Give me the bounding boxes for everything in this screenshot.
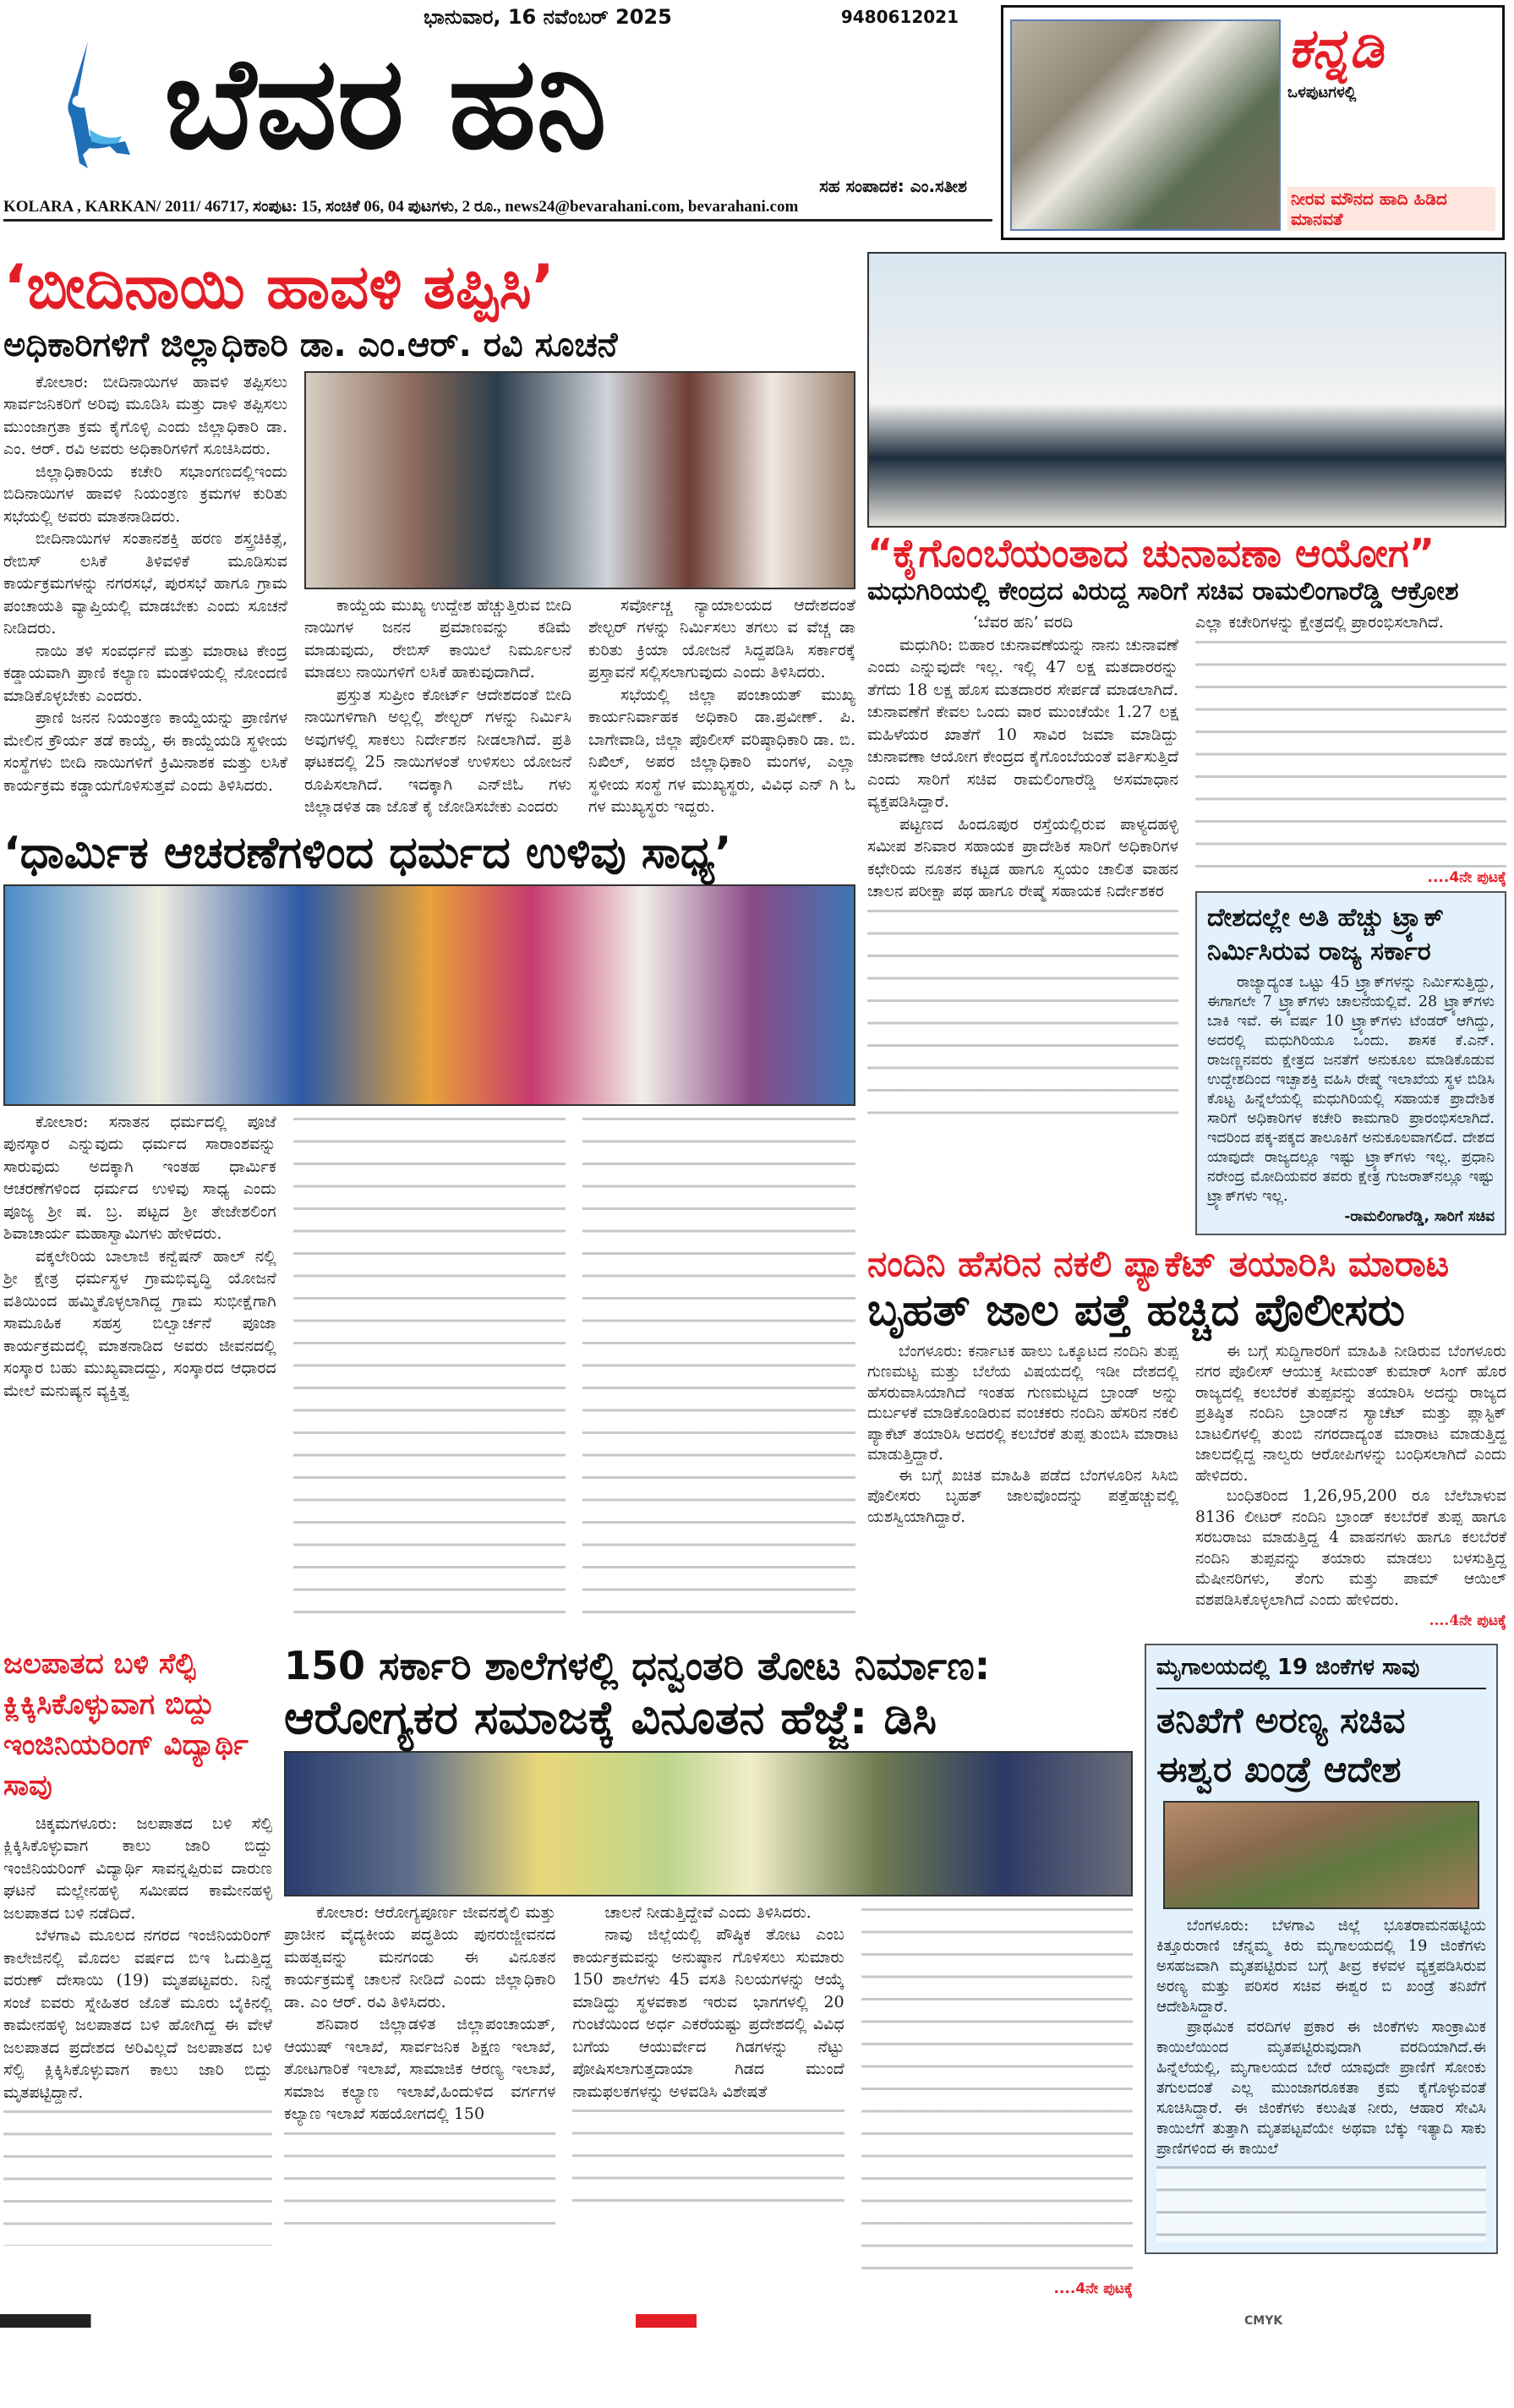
- photo-dc-meeting: [304, 371, 855, 589]
- headline-garden-line2: ಆರೋಗ್ಯಕರ ಸಮಾಜಕ್ಕೆ ವಿನೂತನ ಹೆಜ್ಜೆ: ಡಿಸಿ: [284, 1690, 937, 1744]
- article-waterfall-body: ಚಿಕ್ಕಮಗಳೂರು: ಜಲಪಾತದ ಬಳಿ ಸೆಲ್ಫಿ ಕ್ಲಿಕ್ಕಿಸಿಕೊಳ್ಳುವಾಗ ಕಾಲು ಜಾರಿ ಬಿದ್ದು ಇಂಜಿನಿಯರಿಂಗ್ ವಿದ್ಯಾರ್ಥಿ ಸಾವನ್ನಪ್ಪಿರುವ ದಾರುಣ ಘಟನೆ ಮಲ್ಲೇನಹಳ್ಳಿ ಸಮೀಪದ ಕಾಮೇನಹಳ್ಳಿ ಜಲಪಾತದ ಬಳಿ ನಡೆದಿದೆ. ಬೆಳಗಾವಿ ಮೂಲದ ನಗರದ ಇಂಜಿನಿಯರಿಂಗ್ ಕಾಲೇಜಿನಲ್ಲಿ ಮೊದಲ ವರ್ಷದ ಬಿಇ ಓದುತ್ತಿದ್ದ ವರುಣ್ ದೇಸಾಯಿ (19) ಮೃತಪಟ್ಟವರು. ನಿನ್ನೆ ಸಂಜೆ ಐವರು ಸ್ನೇಹಿತರ ಜೊತೆ ಮೂರು ಬೈಕಿನಲ್ಲಿ ಕಾಮೇನಹಳ್ಳಿ ಜಲಪಾತದ ಬಳಿ ಹೋಗಿದ್ದ ಈ ವೇಳೆ ಜಲಪಾತದ ಪ್ರದೇಶದ ಅರಿವಿಲ್ಲದೆ ಜಲಪಾತದ ಬಳಿ ಸೆಲ್ಫಿ ಕ್ಲಿಕ್ಕಿಸಿಕೊಳ್ಳುವಾಗ ಕಾಲು ಜಾರಿ ಬಿದ್ದು ಮೃತಪಟ್ಟಿದ್ದಾನೆ.: [3, 1813, 272, 2247]
- newspaper-title: ಬೆವರ ಹನಿ: [164, 30, 607, 178]
- main-band: [0, 245, 1514, 1632]
- subheadline-election: ಮಧುಗಿರಿಯಲ್ಲಿ ಕೇಂದ್ರದ ವಿರುದ್ದ ಸಾರಿಗೆ ಸಚಿವ ರಾಮಲಿಂಗಾರೆಡ್ಡಿ ಆಕ್ರೋಶ: [867, 576, 1459, 606]
- promo-caption: ನೀರವ ಮೌನದ ಹಾದಿ ಹಿಡಿದ ಮಾನವತೆ: [1287, 187, 1495, 231]
- text-lines: [1195, 641, 1506, 869]
- blackbuck-antelope-icon: [37, 36, 130, 172]
- publication-info: KOLARA , KARKAN/ 2011/ 46717, ಸಂಪುಟ: 15, ಸಂಚಿಕೆ 06, 04 ಪುಟಗಳು, 2 ರೂ., news24@bevarahani.com, bevarahani.com: [3, 198, 799, 216]
- photo-pooja-event: [3, 884, 855, 1106]
- box-deer: [1145, 1644, 1498, 2254]
- phone-number: 9480612021: [840, 7, 959, 27]
- subheadline-stray-dogs: ಅಧಿಕಾರಿಗಳಿಗೆ ಜಿಲ್ಲಾಧಿಕಾರಿ ಡಾ. ಎಂ.ಆರ್. ರವಿ ಸೂಚನೆ: [3, 325, 618, 364]
- photo-garden-launch: [284, 1751, 1133, 1896]
- article-waterfall: [3, 1644, 272, 2247]
- byline: ‘ಬೆವರ ಹನಿ’ ವರದಿ: [972, 613, 1074, 632]
- box-deer-headline: ತನಿಖೆಗೆ ಅರಣ್ಯ ಸಚಿವ ಈಶ್ವರ ಖಂಡ್ರೆ ಆದೇಶ: [1156, 1699, 1406, 1790]
- box-tracks-headline: ದೇಶದಲ್ಲೇ ಅತಿ ಹೆಚ್ಚು ಟ್ರ್ಯಾಕ್ ನಿರ್ಮಿಸಿರುವ ರಾಜ್ಯ ಸರ್ಕಾರ: [1207, 902, 1444, 967]
- continued-link[interactable]: ....4ನೇ ಪುಟಕ್ಕೆ: [1427, 868, 1506, 886]
- masthead-divider: [3, 219, 992, 222]
- article-garden: [284, 1644, 1133, 2297]
- article-stray-dogs-col1: ಕೋಲಾರ: ಬೀದಿನಾಯಿಗಳ ಹಾವಳಿ ತಪ್ಪಿಸಲು ಸಾರ್ವಜನಿಕರಿಗೆ ಅರಿವು ಮೂಡಿಸಿ ಮತ್ತು ದಾಳಿ ತಪ್ಪಿಸಲು ಮುಂಜಾಗ್ರತಾ ಕ್ರಮ ಕೈಗೊಳ್ಳಿ ಎಂದು ಜಿಲ್ಲಾಧಿಕಾರಿ ಡಾ. ಎಂ. ಆರ್. ರವಿ ಅವರು ಅಧಿಕಾರಿಗಳಿಗೆ ಸೂಚಿಸಿದರು. ಜಿಲ್ಲಾಧಿಕಾರಿಯ ಕಚೇರಿ ಸಭಾಂಗಣದಲ್ಲಿಇಂದು ಬಿದಿನಾಯಿಗಳ ಹಾವಳಿ ನಿಯಂತ್ರಣ ಕ್ರಮಗಳ ಕುರಿತು ಸಭೆಯಲ್ಲಿ ಅವರು ಮಾತನಾಡಿದರು. ಬೀದಿನಾಯಿಗಳ ಸಂತಾನಶಕ್ತಿ ಹರಣ ಶಸ್ತ್ರಚಿಕಿತ್ಸೆ, ರೇಬಿಸ್ ಲಸಿಕೆ ತಿಳಿವಳಿಕೆ ಮೂಡಿಸುವ ಕಾರ್ಯಕ್ರಮಗಳನ್ನು ನಗರಸಭೆ, ಪುರಸಭೆ ಹಾಗೂ ಗ್ರಾಮ ಪಂಚಾಯತಿ ವ್ಯಾಪ್ತಿಯಲ್ಲಿ ಮಾಡಬೇಕು ಎಂದು ಸೂಚನೆ ನೀಡಿದರು. ನಾಯಿ ತಳಿ ಸಂವರ್ಧನೆ ಮತ್ತು ಮಾರಾಟ ಕೇಂದ್ರ ಕಡ್ಡಾಯವಾಗಿ ಪ್ರಾಣಿ ಕಲ್ಯಾಣ ಮಂಡಳಿಯಲ್ಲಿ ನೋಂದಣಿ ಮಾಡಿಕೊಳ್ಳಬೇಕು ಎಂದರು. ಪ್ರಾಣಿ ಜನನ ನಿಯಂತ್ರಣ ಕಾಯ್ದೆಯನ್ನು ಪ್ರಾಣಿಗಳ ಮೇಲಿನ ಕ್ರೌರ್ಯ ತಡೆ ಕಾಯ್ದೆ, ಈ ಕಾಯ್ದೆಯಡಿ ಸ್ಥಳೀಯ ಸಂಸ್ಥೆಗಳು ಬೀದಿ ನಾಯಿಗಳಿಗೆ ಕ್ರಿಮಿನಾಶಕ ಮತ್ತು ಲಸಿಕೆ ಕಾರ್ಯಕ್ರಮ ಕಡ್ಡಾಯಗೊಳಿಸುತ್ತವೆ ಎಂದು ತಿಳಿಸಿದರು.: [3, 372, 287, 795]
- promo-logo: ಕನ್ನಡಿ: [1287, 18, 1384, 80]
- footer-strip: [0, 2314, 1514, 2328]
- photo-dead-deer: [1163, 1801, 1479, 1909]
- headline-garden-line1: 150 ಸರ್ಕಾರಿ ಶಾಲೆಗಳಲ್ಲಿ ಧನ್ವಂತರಿ ತೋಟ ನಿರ್ಮಾಣ:: [284, 1642, 991, 1688]
- box-tracks: [1195, 891, 1506, 1235]
- text-lines: [3, 2110, 272, 2246]
- headline-stray-dogs: ‘ಬೀದಿನಾಯಿ ಹಾವಳಿ ತಪ್ಪಿಸಿ’: [3, 251, 555, 322]
- photo-minister-event: [867, 252, 1506, 528]
- text-lines: [867, 910, 1178, 1130]
- box-tracks-body: ರಾಜ್ಯಾದ್ಯಂತ ಒಟ್ಟು 45 ಟ್ರ್ಯಾಕ್‌ಗಳನ್ನು ನಿರ್ಮಿಸುತ್ತಿದ್ದು, ಈಗಾಗಲೇ 7 ಟ್ರ್ಯಾಕ್‌ಗಳು ಚಾಲನೆಯಲ್ಲಿವೆ. 28 ಟ್ರ್ಯಾಕ್‌ಗಳು ಬಾಕಿ ಇವೆ. ಈ ವರ್ಷ 10 ಟ್ರ್ಯಾಕ್‌ಗಳು ಟೆಂಡರ್ ಆಗಿದ್ದು, ಅದರಲ್ಲಿ ಮಧುಗಿರಿಯೂ ಒಂದು. ಶಾಸಕ ಕೆ.ಎನ್. ರಾಜಣ್ಣನವರು ಕ್ಷೇತ್ರದ ಜನತೆಗೆ ಅನುಕೂಲ ಮಾಡಿಕೊಡುವ ಉದ್ದೇಶದಿಂದ ಇಚ್ಛಾಶಕ್ತಿ ವಹಿಸಿ ರೇಷ್ಮೆ ಇಲಾಖೆಯ ಸ್ಥಳ ಬಿಡಿಸಿ ಕೊಟ್ಟ ಹಿನ್ನೆಲೆಯಲ್ಲಿ ಮಧುಗಿರಿಯಲ್ಲಿ ಸಹಾಯಕ ಪ್ರಾದೇಶಿಕ ಸಾರಿಗೆ ಅಧಿಕಾರಿಗಳ ಕಚೇರಿ ಕಾಮಗಾರಿ ಪ್ರಾರಂಭಿಸಲಾಗಿದೆ. ಇದರಿಂದ ಪಕ್ಕ-ಪಕ್ಕದ ತಾಲೂಕಿಗೆ ಅನುಕೂಲವಾಗಲಿದೆ. ದೇಶದ ಯಾವುದೇ ರಾಜ್ಯದಲ್ಲೂ ಇಷ್ಟು ಟ್ರ್ಯಾಕ್‌ಗಳು ಇಲ್ಲ. ಪ್ರಧಾನಿ ನರೇಂದ್ರ ಮೋದಿಯವರ ತವರು ಕ್ಷೇತ್ರ ಗುಜರಾತ್‌ನಲ್ಲೂ ಇಷ್ಟು ಟ್ರ್ಯಾಕ್‌ಗಳು ಇಲ್ಲ.: [1207, 973, 1495, 1205]
- article-stray-dogs-cols: ಕಾಯ್ದೆಯ ಮುಖ್ಯ ಉದ್ದೇಶ ಹೆಚ್ಚುತ್ತಿರುವ ಬೀದಿ ನಾಯಿಗಳ ಜನನ ಪ್ರಮಾಣವನ್ನು ಕಡಿಮೆ ಮಾಡುವುದು, ರೇಬಿಸ್ ಕಾಯಿಲೆ ನಿರ್ಮೂಲನೆ ಮಾಡಲು ನಾಯಿಗಳಿಗೆ ಲಸಿಕೆ ಹಾಕುವುದಾಗಿದೆ. ಪ್ರಸ್ತುತ ಸುಪ್ರೀಂ ಕೋರ್ಟ್ ಆದೇಶದಂತೆ ಬೀದಿ ನಾಯಿಗಳಿಗಾಗಿ ಅಲ್ಲಲ್ಲಿ ಶೇಲ್ಟರ್ ಗಳನ್ನು ನಿರ್ಮಿಸಿ ಅವುಗಳಲ್ಲಿ ಸಾಕಲು ನಿರ್ದೇಶನ ನೀಡಲಾಗಿದೆ. ಪ್ರತಿ ಘಟಕದಲ್ಲಿ 25 ನಾಯಿಗಳಂತೆ ಉಳಿಸಲು ಯೋಜನೆ ರೂಪಿಸಲಾಗಿದೆ. ಇದಕ್ಕಾಗಿ ಎನ್‌ಜಿಓ ಗಳು ಜಿಲ್ಲಾಡಳಿತ ಡಾ ಜೊತೆ ಕೈ ಜೋಡಿಸಬೇಕು ಎಂದರು ಸರ್ವೋಚ್ಚ ನ್ಯಾಯಾಲಯದ ಆದೇಶದಂತೆ ಶೇಲ್ಟರ್ ಗಳನ್ನು ನಿರ್ಮಿಸಲು ತಗಲು ವ ವೆಚ್ಚ ಡಾ ಕುರಿತು ಕ್ರಿಯಾ ಯೋಜನೆ ಸಿದ್ದಪಡಿಸಿ ಸರ್ಕಾರಕ್ಕೆ ಪ್ರಸ್ತಾವನೆ ಸಲ್ಲಿಸಲಾಗುವುದು ಎಂದು ತಿಳಿಸಿದರು. ಸಭೆಯಲ್ಲಿ ಜಿಲ್ಲಾ ಪಂಚಾಯತ್ ಮುಖ್ಯ ಕಾರ್ಯನಿರ್ವಾಹಕ ಅಧಿಕಾರಿ ಡಾ.ಪ್ರವೀಣ್. ಪಿ. ಬಾಗೇವಾಡಿ, ಜಿಲ್ಲಾ ಪೊಲೀಸ್ ವರಿಷ್ಠಾಧಿಕಾರಿ ಡಾ. ಬಿ. ನಿಖಿಲ್, ಅಪರ ಜಿಲ್ಲಾಧಿಕಾರಿ ಮಂಗಳ, ಎಲ್ಲಾ ಸ್ಥಳೀಯ ಸಂಸ್ಥೆ ಗಳ ಮುಖ್ಯಸ್ಥರು, ವಿವಿಧ ಎನ್ ಗಿ ಓ ಗಳ ಮುಖ್ಯಸ್ಥರು ಇದ್ದರು.: [304, 595, 855, 817]
- promo-box[interactable]: [1001, 5, 1505, 240]
- article-nandini-body: ಬೆಂಗಳೂರು: ಕರ್ನಾಟಕ ಹಾಲು ಒಕ್ಕೂಟದ ನಂದಿನಿ ತುಪ್ಪ ಗುಣಮಟ್ಟ ಮತ್ತು ಬೆಲೆಯ ವಿಷಯದಲ್ಲಿ ಇಡೀ ದೇಶದಲ್ಲಿ ಹೆಸರುವಾಸಿಯಾಗಿದೆ ಇಂತಹ ಗುಣಮಟ್ಟದ ಬ್ರಾಂಡ್ ಅನ್ನು ದುರ್ಬಳಕೆ ಮಾಡಿಕೊಂಡಿರುವ ವಂಚಕರು ನಂದಿನಿ ಹೆಸರಿನ ನಕಲಿ ಪ್ಯಾಕೆಟ್ ತಯಾರಿಸಿ ಅದರಲ್ಲಿ ಕಲಬೆರಕೆ ತುಪ್ಪ ತುಂಬಿಸಿ ಮಾರಾಟ ಮಾಡುತ್ತಿದ್ದಾರೆ. ಈ ಬಗ್ಗೆ ಖಚಿತ ಮಾಹಿತಿ ಪಡೆದ ಬೆಂಗಳೂರಿನ ಸಿಸಿಬಿ ಪೊಲೀಸರು ಬೃಹತ್ ಜಾಲವೊಂದನ್ನು ಪತ್ತೆಹಚ್ಚುವಲ್ಲಿ ಯಶಸ್ವಿಯಾಗಿದ್ದಾರೆ. ಈ ಬಗ್ಗೆ ಸುದ್ದಿಗಾರರಿಗೆ ಮಾಹಿತಿ ನೀಡಿರುವ ಬೆಂಗಳೂರು ನಗರ ಪೊಲೀಸ್ ಆಯುಕ್ತ ಸೀಮಂತ್ ಕುಮಾರ್ ಸಿಂಗ್ ಹೊರ ರಾಜ್ಯದಲ್ಲಿ ಕಲಬೆರಕೆ ತುಪ್ಪವನ್ನು ತಯಾರಿಸಿ ಅದನ್ನು ರಾಜ್ಯದ ಪ್ರತಿಷ್ಠಿತ ನಂದಿನಿ ಬ್ರಾಂಡ್‌ನ ಸ್ಯಾಚೆಟ್ ಮತ್ತು ಪ್ಲಾಸ್ಟಿಕ್ ಬಾಟಲಿಗಳಲ್ಲಿ ತುಂಬಿ ನಗರದಾದ್ಯಂತ ಮಾರಾಟ ಮಾಡುತ್ತಿದ್ದ ಜಾಲದಲ್ಲಿದ್ದ ನಾಲ್ವರು ಆರೋಪಿಗಳನ್ನು ಬಂಧಿಸಲಾಗಿದೆ ಎಂದು ಹೇಳಿದರು. ಬಂಧಿತರಿಂದ 1,26,95,200 ರೂ ಬೆಲೆಬಾಳುವ 8136 ಲೀಟರ್ ನಂದಿನಿ ಬ್ರಾಂಡ್ ಕಲಬೆರಕೆ ತುಪ್ಪ ಹಾಗೂ ಸರಬರಾಜು ಮಾಡುತ್ತಿದ್ದ 4 ವಾಹನಗಳು ಹಾಗೂ ಕಲಬೆರಕೆ ನಂದಿನಿ ತುಪ್ಪವನ್ನು ತಯಾರು ಮಾಡಲು ಬಳಸುತ್ತಿದ್ದ ಮೆಷೀನರಿಗಳು, ತೆಂಗು ಮತ್ತು ಪಾಮ್ ಆಯಿಲ್ ವಶಪಡಿಸಿಕೊಳ್ಳಲಾಗಿದೆ ಎಂದು ಹೇಳಿದರು. ....4ನೇ ಪುಟಕ್ಕೆ: [867, 1342, 1506, 1630]
- right-column: [867, 252, 1506, 1632]
- article-election-col2: ಎಲ್ಲಾ ಕಚೇರಿಗಳನ್ನು ಕ್ಷೇತ್ರದಲ್ಲಿ ಪ್ರಾರಂಭಿಸಲಾಗಿದೆ. ....4ನೇ ಪುಟಕ್ಕೆ ದೇಶದಲ್ಲೇ ಅತಿ ಹೆಚ್ಚು ಟ್ರ್ಯಾಕ್ ನಿರ್ಮಿಸಿರುವ ರಾಜ್ಯ ಸರ್ಕಾರ ರಾಜ್ಯಾದ್ಯಂತ ಒಟ್ಟು 45 ಟ್ರ್ಯಾಕ್‌ಗಳನ್ನು ನಿರ್ಮಿಸುತ್ತಿದ್ದು, ಈಗಾಗಲೇ 7 ಟ್ರ್ಯಾಕ್‌ಗಳು ಚಾಲನೆಯಲ್ಲಿವೆ. 28 ಟ್ರ್ಯಾಕ್‌ಗಳು ಬಾಕಿ ಇವೆ. ಈ ವರ್ಷ 10 ಟ್ರ್ಯಾಕ್‌ಗಳು ಟೆಂಡರ್ ಆಗಿದ್ದು, ಅದರಲ್ಲಿ ಮಧುಗಿರಿಯೂ ಒಂದು. ಶಾಸಕ ಕೆ.ಎನ್. ರಾಜಣ್ಣನವರು ಕ್ಷೇತ್ರದ ಜನತೆಗೆ ಅನುಕೂಲ ಮಾಡಿಕೊಡುವ ಉದ್ದೇಶದಿಂದ ಇಚ್ಛಾಶಕ್ತಿ ವಹಿಸಿ ರೇಷ್ಮೆ ಇಲಾಖೆಯ ಸ್ಥಳ ಬಿಡಿಸಿ ಕೊಟ್ಟ ಹಿನ್ನೆಲೆಯಲ್ಲಿ ಮಧುಗಿರಿಯಲ್ಲಿ ಸಹಾಯಕ ಪ್ರಾದೇಶಿಕ ಸಾರಿಗೆ ಅಧಿಕಾರಿಗಳ ಕಚೇರಿ ಕಾಮಗಾರಿ ಪ್ರಾರಂಭಿಸಲಾಗಿದೆ. ಇದರಿಂದ ಪಕ್ಕ-ಪಕ್ಕದ ತಾಲೂಕಿಗೆ ಅನುಕೂಲವಾಗಲಿದೆ. ದೇಶದ ಯಾವುದೇ ರಾಜ್ಯದಲ್ಲೂ ಇಷ್ಟು ಟ್ರ್ಯಾಕ್‌ಗಳು ಇಲ್ಲ. ಪ್ರಧಾನಿ ನರೇಂದ್ರ ಮೋದಿಯವರ ತವರು ಕ್ಷೇತ್ರ ಗುಜರಾತ್‌ನಲ್ಲೂ ಇಷ್ಟು ಟ್ರ್ಯಾಕ್‌ಗಳು ಇಲ್ಲ. -ರಾಮಲಿಂಗಾರೆಡ್ಡಿ, ಸಾರಿಗೆ ಸಚಿವ: [1195, 611, 1506, 1235]
- headline-election: “ಕೈಗೊಂಬೆಯಂತಾದ ಚುನಾವಣಾ ಆಯೋಗ”: [867, 530, 1435, 576]
- text-lines: [582, 1118, 855, 1625]
- left-column: [3, 252, 855, 1625]
- promo-photo: [1010, 19, 1281, 231]
- co-editor: ಸಹ ಸಂಪಾದಕ: ಎಂ.ಸತೀಶ: [819, 176, 967, 196]
- text-lines: [293, 1118, 566, 1625]
- continued-link[interactable]: ....4ನೇ ಪುಟಕ್ಕೆ: [1053, 2279, 1133, 2297]
- cmyk-marks: CMYK: [1241, 2314, 1286, 2328]
- bottom-band: [0, 1637, 1514, 2314]
- box-deer-kicker: ಮೃಗಾಲಯದಲ್ಲಿ 19 ಜಿಂಕೆಗಳ ಸಾವು: [1156, 1656, 1486, 1689]
- text-lines: [861, 1908, 1133, 2280]
- article-religion-body: ಕೋಲಾರ: ಸನಾತನ ಧರ್ಮದಲ್ಲಿ ಪೂಜೆ ಪುನಸ್ಕಾರ ಎನ್ನುವುದು ಧರ್ಮದ ಸಾರಾಂಶವನ್ನು ಸಾರುವುದು ಅದಕ್ಕಾಗಿ ಇಂತಹ ಧಾರ್ಮಿಕ ಆಚರಣೆಗಳಿಂದ ಧರ್ಮದ ಉಳಿವು ಸಾಧ್ಯ ಎಂದು ಪೂಜ್ಯ ಶ್ರೀ ಷ. ಬ್ರ. ಪಟ್ಟದ ಶ್ರೀ ತೇಜೇಶಲಿಂಗ ಶಿವಾಚಾರ್ಯ ಮಹಾಸ್ವಾಮಿಗಳು ಹೇಳಿದರು. ವಕ್ಕಲೇರಿಯ ಬಾಲಾಜಿ ಕನ್ವೆಷನ್ ಹಾಲ್ ನಲ್ಲಿ ಶ್ರೀ ಕ್ಷೇತ್ರ ಧರ್ಮಸ್ಥಳ ಗ್ರಾಮಭಿವೃದ್ಧಿ ಯೋಜನೆ ವತಿಯಿಂದ ಹಮ್ಮಿಕೊಳ್ಳಲಾಗಿದ್ದ ಗ್ರಾಮ ಸುಭೀಕ್ಷೆಗಾಗಿ ಸಾಮೂಹಿಕ ಸಹಸ್ರ ಬಿಲ್ವಾರ್ಚನೆ ಪೂಜಾ ಕಾರ್ಯಕ್ರಮದಲ್ಲಿ ಮಾತನಾಡಿದ ಅವರು ಜೀವನದಲ್ಲಿ ಸಂಸ್ಕಾರ ಬಹು ಮುಖ್ಯವಾದದ್ದು, ಸಂಸ್ಕಾರದ ಆಧಾರದ ಮೇಲೆ ಮನುಷ್ಯನ ವ್ಯಕ್ತಿತ್ವ: [3, 1111, 855, 1625]
- article-election-col1: ‘ಬೆವರ ಹನಿ’ ವರದಿ ಮಧುಗಿರಿ: ಬಿಹಾರ ಚುನಾವಣೆಯನ್ನು ನಾನು ಚುನಾವಣೆ ಎಂದು ಎನ್ನುವುದೇ ಇಲ್ಲ. ಇಲ್ಲಿ 47 ಲಕ್ಷ ಮತದಾರರನ್ನು ತೆಗೆದು 18 ಲಕ್ಷ ಹೊಸ ಮತದಾರರ ಸೇರ್ಪಡೆ ಮಾಡಲಾಗಿದೆ. ಚುನಾವಣೆಗೆ ಕೇವಲ ಒಂದು ವಾರ ಮುಂಚೆಯೇ 1.27 ಲಕ್ಷ ಮಹಿಳೆಯರ ಖಾತೆಗೆ 10 ಸಾವಿರ ಜಮಾ ಮಾಡಿದ್ದು ಚುನಾವಣಾ ಆಯೋಗ ಕೇಂದ್ರದ ಕೈಗೊಂಬೆಯಂತೆ ವರ್ತಿಸುತ್ತಿದೆ ಎಂದು ಸಾರಿಗೆ ಸಚಿವ ರಾಮಲಿಂಗಾರೆಡ್ಡಿ ಅಸಮಾಧಾನ ವ್ಯಕ್ತಪಡಿಸಿದ್ದಾರೆ. ಪಟ್ಟಣದ ಹಿಂದೂಪುರ ರಸ್ತೆಯಲ್ಲಿರುವ ಪಾಳ್ಯದಹಳ್ಳಿ ಸಮೀಪ ಶನಿವಾರ ಸಹಾಯಕ ಪ್ರಾದೇಶಿಕ ಸಾರಿಗೆ ಅಧಿಕಾರಿಗಳ ಕಛೇರಿಯ ನೂತನ ಕಟ್ಟಡ ಹಾಗೂ ಸ್ವಯಂ ಚಾಲಿತ ವಾಹನ ಚಾಲನ ಪರೀಕ್ಷಾ ಪಥ ಹಾಗೂ ರೇಷ್ಮೆ ಸಹಾಯಕ ನಿರ್ದೇಶಕರ: [867, 611, 1178, 1130]
- text-lines: [284, 2132, 555, 2242]
- issue-date: ಭಾನುವಾರ, 16 ನವೆಂಬರ್ 2025: [423, 5, 672, 29]
- box-deer-body: ಬೆಂಗಳೂರು: ಬೆಳಗಾವಿ ಜಿಲ್ಲೆ ಭೂತರಾಮನಹಟ್ಟಿಯ ಕಿತ್ತೂರುರಾಣಿ ಚೆನ್ನಮ್ಮ ಕಿರು ಮೃಗಾಲಯದಲ್ಲಿ 19 ಜಿಂಕೆಗಳು ಅಸಹಜವಾಗಿ ಮೃತಪಟ್ಟಿರುವ ಬಗ್ಗೆ ತೀವ್ರ ಕಳವಳ ವ್ಯಕ್ತಪಡಿಸಿರುವ ಅರಣ್ಯ ಮತ್ತು ಪರಿಸರ ಸಚಿವ ಈಶ್ವರ ಬಿ ಖಂಡ್ರೆ ತನಿಖೆಗೆ ಆದೇಶಿಸಿದ್ದಾರೆ. ಪ್ರಾಥಮಿಕ ವರದಿಗಳ ಪ್ರಕಾರ ಈ ಜಿಂಕೆಗಳು ಸಾಂಕ್ರಾಮಿಕ ಕಾಯಿಲೆಯಿಂದ ಮೃತಪಟ್ಟಿರುವುದಾಗಿ ವರದಿಯಾಗಿದೆ.ಈ ಹಿನ್ನೆಲೆಯಲ್ಲಿ, ಮೃಗಾಲಯದ ಬೇರೆ ಯಾವುದೇ ಪ್ರಾಣಿಗೆ ಸೋಂಕು ತಗುಲದಂತೆ ಎಲ್ಲ ಮುಂಜಾಗರೂಕತಾ ಕ್ರಮ ಕೈಗೊಳ್ಳುವಂತೆ ಸೂಚಿಸಿದ್ದಾರೆ. ಈ ಜಿಂಕೆಗಳು ಕಲುಷಿತ ನೀರು, ಆಹಾರ ಸೇವಿಸಿ ಕಾಯಿಲೆಗೆ ತುತ್ತಾಗಿ ಮೃತಪಟ್ಟವೆಯೇ ಅಥವಾ ಬೆಕ್ಕು ಇತ್ಯಾದಿ ಸಾಕು ಪ್ರಾಣಿಗಳಿಂದ ಈ ಕಾಯಿಲೆ: [1156, 1916, 1486, 2242]
- continued-link[interactable]: ....4ನೇ ಪುಟಕ್ಕೆ: [1429, 1612, 1506, 1630]
- headline-waterfall: ಜಲಪಾತದ ಬಳಿ ಸೆಲ್ಫಿ ಕ್ಲಿಕ್ಕಿಸಿಕೊಳ್ಳುವಾಗ ಬಿದ್ದು ಇಂಜಿನಿಯರಿಂಗ್ ವಿದ್ಯಾರ್ಥಿ ಸಾವು: [3, 1646, 249, 1803]
- article-garden-body: ಕೋಲಾರ: ಆರೋಗ್ಯಪೂರ್ಣ ಜೀವನಶೈಲಿ ಮತ್ತು ಪ್ರಾಚೀನ ವೈದ್ಯಕೀಯ ಪದ್ಧತಿಯ ಪುನರುಜ್ಜೀವನದ ಮಹತ್ವವನ್ನು ಮನಗಂಡು ಈ ವಿನೂತನ ಕಾರ್ಯಕ್ರಮಕ್ಕೆ ಚಾಲನೆ ನೀಡಿದೆ ಎಂದು ಜಿಲ್ಲಾಧಿಕಾರಿ ಡಾ. ಎಂ ಆರ್. ರವಿ ತಿಳಿಸಿದರು. ಶನಿವಾರ ಜಿಲ್ಲಾಡಳಿತ ಜಿಲ್ಲಾಪಂಚಾಯತ್, ಆಯುಷ್ ಇಲಾಖೆ, ಸಾರ್ವಜನಿಕ ಶಿಕ್ಷಣ ಇಲಾಖೆ, ತೋಟಗಾರಿಕೆ ಇಲಾಖೆ, ಸಾಮಾಜಿಕ ಆರಣ್ಯ ಇಲಾಖೆ, ಸಮಾಜ ಕಲ್ಯಾಣ ಇಲಾಖೆ,ಹಿಂದುಳಿದ ವರ್ಗಗಳ ಕಲ್ಯಾಣ ಇಲಾಖೆ ಸಹಯೋಗದಲ್ಲಿ 150 ಚಾಲನೆ ನೀಡುತ್ತಿದ್ದೇವೆ ಎಂದು ತಿಳಿಸಿದರು. ನಾವು ಜಿಲ್ಲೆಯಲ್ಲಿ ಪೌಷ್ಠಿಕ ತೋಟ ಎಂಬ ಕಾರ್ಯಕ್ರಮವನ್ನು ಅನುಷ್ಠಾನ ಗೊಳಿಸಲು ಸುಮಾರು 150 ಶಾಲೆಗಳು 45 ವಸತಿ ನಿಲಯಗಳನ್ನು ಆಯ್ಕೆ ಮಾಡಿದ್ದು ಸ್ಥಳವಕಾಶ ಇರುವ ಭಾಗಗಳಲ್ಲಿ 20 ಗುಂಟೆಯಿಂದ ಅರ್ಧ ಎಕರೆಯಷ್ಟು ಪ್ರದೇಶದಲ್ಲಿ ವಿವಿಧ ಬಗೆಯ ಆಯುರ್ವೇದ ಗಿಡಗಳನ್ನು ನೆಟ್ಟು ಪೋಷಿಸಲಾಗುತ್ತದಾಯಾ ಗಿಡದ ಮುಂದೆ ನಾಮಫಲಕಗಳನ್ನು ಅಳವಡಿಸಿ ವಿಶೇಷತೆ ....4ನೇ ಪುಟಕ್ಕೆ: [284, 1902, 1133, 2297]
- promo-inside-label: ಒಳಪುಟಗಳಲ್ಲಿ: [1287, 84, 1357, 102]
- headline-nandini: ನಂದಿನಿ ಹೆಸರಿನ ನಕಲಿ ಪ್ಯಾಕೆಟ್ ತಯಾರಿಸಿ ಮಾರಾಟ: [867, 1242, 1450, 1284]
- text-lines: [572, 2110, 844, 2203]
- box-tracks-attribution: -ರಾಮಲಿಂಗಾರೆಡ್ಡಿ, ಸಾರಿಗೆ ಸಚಿವ: [1344, 1207, 1495, 1225]
- masthead: [0, 0, 1514, 240]
- subheadline-nandini: ಬೃಹತ್ ಜಾಲ ಪತ್ತೆ ಹಚ್ಚಿದ ಪೊಲೀಸರು: [867, 1285, 1406, 1337]
- masthead-main: [3, 5, 992, 240]
- text-lines: [1156, 2166, 1486, 2242]
- headline-religion: ‘ಧಾರ್ಮಿಕ ಆಚರಣೆಗಳಿಂದ ಧರ್ಮದ ಉಳಿವು ಸಾಧ್ಯ’: [3, 827, 732, 878]
